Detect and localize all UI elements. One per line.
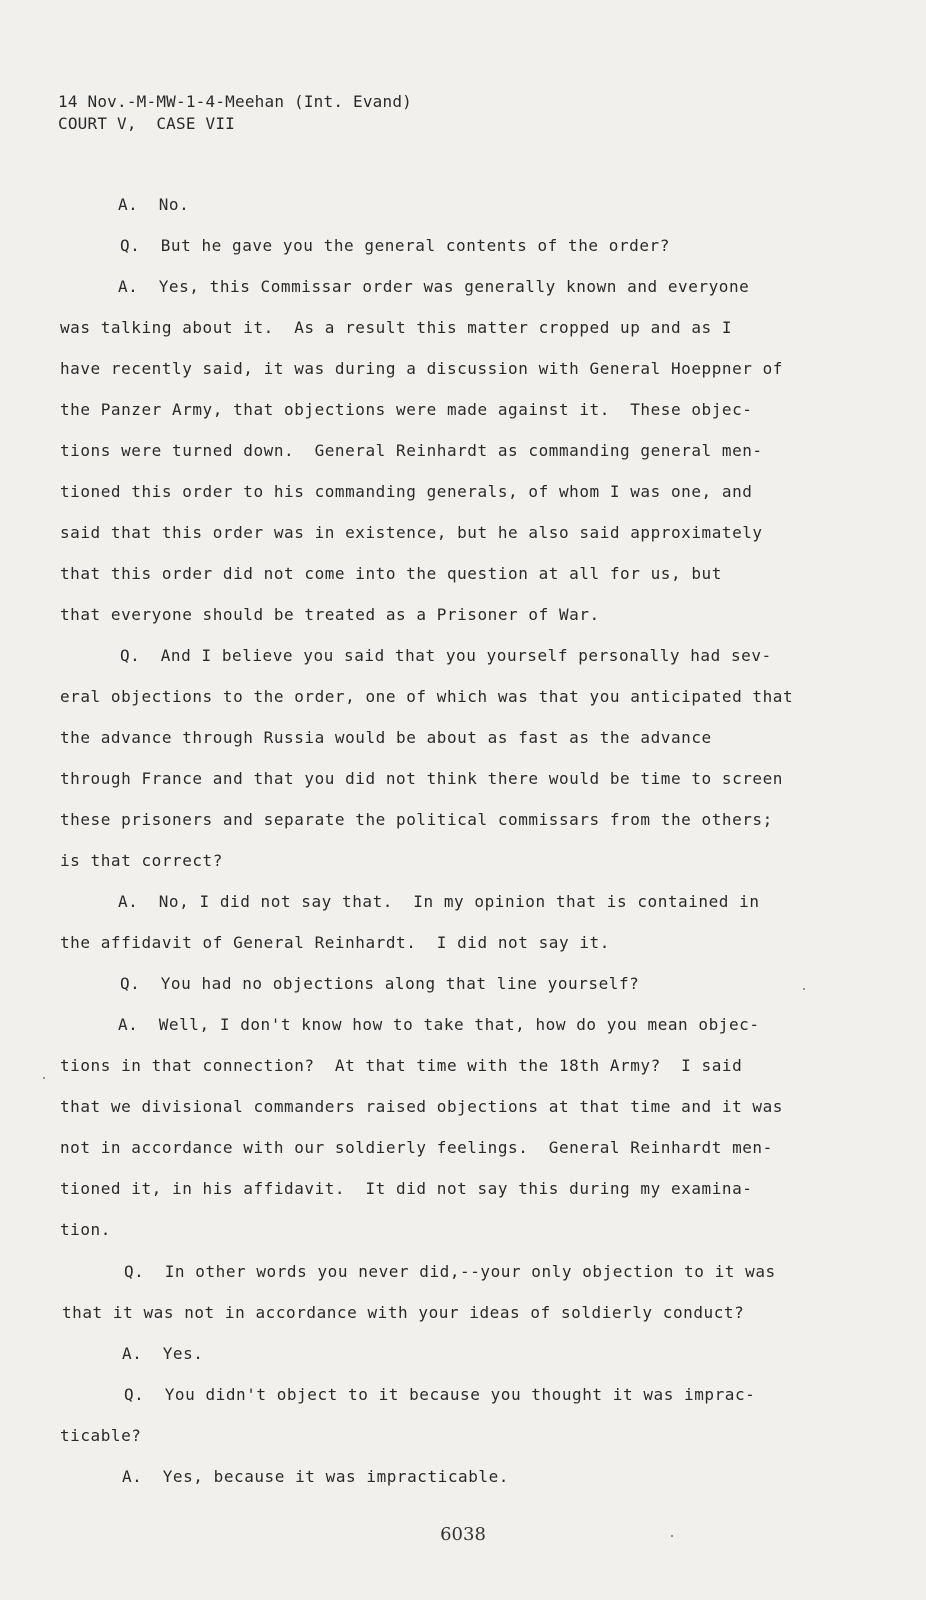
transcript-line: that this order did not come into the question at all for us, but xyxy=(60,564,722,583)
transcript-line: A. Yes, because it was impracticable. xyxy=(122,1467,509,1486)
paper-speck xyxy=(671,1535,673,1537)
transcript-line: tions were turned down. General Reinhardt as commanding general men- xyxy=(60,441,763,460)
transcript-line: tion. xyxy=(60,1220,111,1239)
transcript-line: eral objections to the order, one of which was that you anticipated that xyxy=(60,687,794,706)
transcript-line: was talking about it. As a result this matter cropped up and as I xyxy=(60,318,733,337)
transcript-line: ticable? xyxy=(60,1426,142,1445)
transcript-line: the advance through Russia would be about as fast as the advance xyxy=(60,728,712,747)
transcript-line: that we divisional commanders raised objections at that time and it was xyxy=(60,1097,783,1116)
transcript-line: through France and that you did not think there would be time to screen xyxy=(60,769,783,788)
transcript-line: that it was not in accordance with your ideas of soldierly conduct? xyxy=(62,1303,745,1322)
transcript-line: Q. In other words you never did,--your only objection to it was xyxy=(124,1262,776,1281)
transcript-line: A. No, I did not say that. In my opinion that is contained in xyxy=(118,892,760,911)
transcript-line: tioned this order to his commanding generals, of whom I was one, and xyxy=(60,482,753,501)
page-number: 6038 xyxy=(440,1524,486,1545)
transcript-line: A. Well, I don't know how to take that, how do you mean objec- xyxy=(118,1015,760,1034)
transcript-line: these prisoners and separate the political commissars from the others; xyxy=(60,810,773,829)
transcript-line: tioned it, in his affidavit. It did not say this during my examina- xyxy=(60,1179,753,1198)
transcript-line: not in accordance with our soldierly feelings. General Reinhardt men- xyxy=(60,1138,773,1157)
header-reference-line: 14 Nov.-M-MW-1-4-Meehan (Int. Evand) xyxy=(58,92,412,111)
paper-speck xyxy=(43,1077,45,1079)
transcript-line: Q. You had no objections along that line yourself? xyxy=(120,974,640,993)
header-court-case-line: COURT V, CASE VII xyxy=(58,114,235,133)
paper-speck xyxy=(803,988,805,990)
transcript-line: Q. You didn't object to it because you thought it was imprac- xyxy=(124,1385,756,1404)
transcript-line: said that this order was in existence, but he also said approximately xyxy=(60,523,763,542)
transcript-line: Q. But he gave you the general contents of the order? xyxy=(120,236,670,255)
transcript-line: is that correct? xyxy=(60,851,223,870)
transcript-line: tions in that connection? At that time with the 18th Army? I said xyxy=(60,1056,743,1075)
transcript-line: that everyone should be treated as a Prisoner of War. xyxy=(60,605,600,624)
transcript-line: Q. And I believe you said that you yourself personally had sev- xyxy=(120,646,772,665)
transcript-line: A. Yes. xyxy=(122,1344,204,1363)
transcript-line: the Panzer Army, that objections were made against it. These objec- xyxy=(60,400,753,419)
transcript-line: have recently said, it was during a discussion with General Hoeppner of xyxy=(60,359,783,378)
transcript-line: A. Yes, this Commissar order was generally known and everyone xyxy=(118,277,750,296)
transcript-line: the affidavit of General Reinhardt. I did not say it. xyxy=(60,933,610,952)
transcript-line: A. No. xyxy=(118,195,190,214)
